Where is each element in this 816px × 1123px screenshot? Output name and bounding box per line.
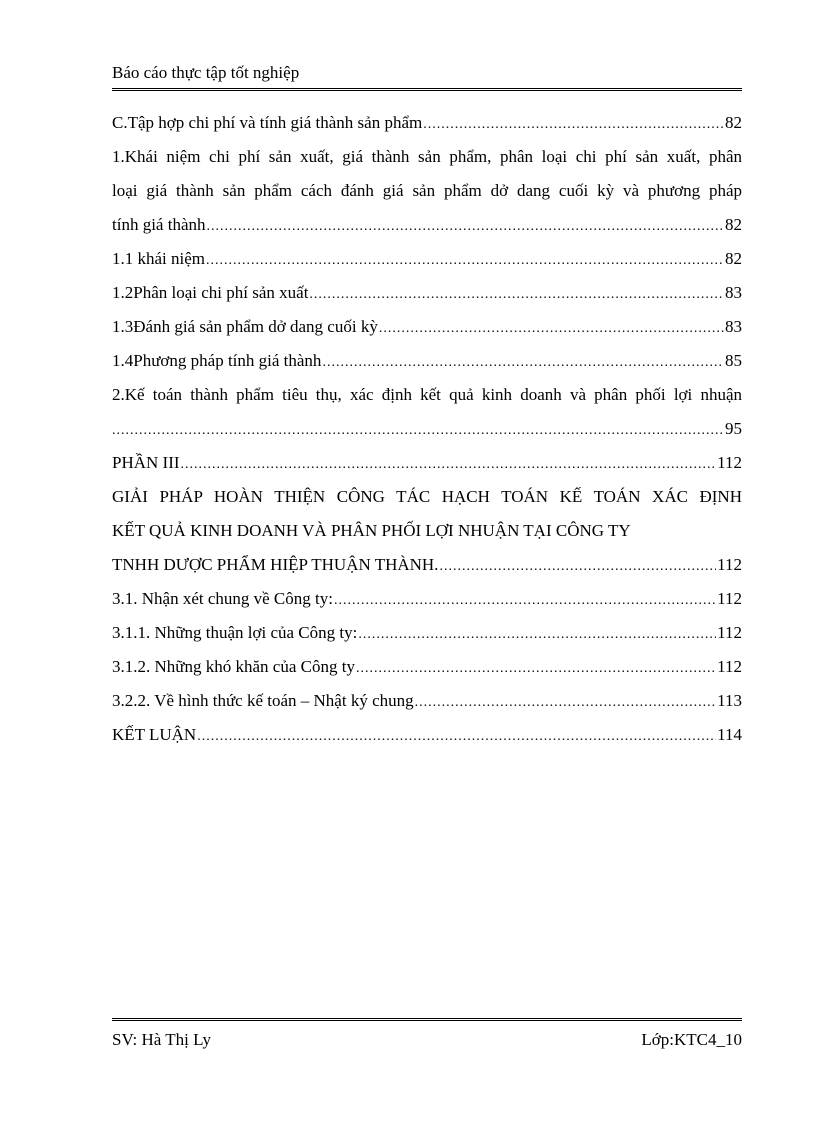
toc-leader-dots [181,448,717,482]
toc-page-number: 82 [725,215,742,234]
toc-entry-text: 3.1. Nhận xét chung về Công ty: [112,589,333,608]
toc-entry-1-1[interactable] [112,242,742,276]
toc-entry-solution-line1[interactable]: GIẢI PHÁP HOÀN THIỆN CÔNG TÁC HẠCH TOÁN KẾ TOÁN XÁC ĐỊNH [112,487,742,506]
toc-page-number: 82 [725,113,742,132]
toc-page-number: 112 [717,623,742,642]
toc-leader-dots [358,618,716,652]
page-footer [112,1018,742,1055]
toc-leader-dots [439,550,716,584]
toc-entry-text: 3.1.1. Những thuận lợi của Công ty: [112,623,358,642]
toc-entry-solution-line3[interactable] [112,548,742,582]
toc-entry-1-2[interactable] [112,276,742,310]
class-code: Lớp:KTC4_10 [641,1030,742,1049]
toc-entry-conclusion[interactable] [112,718,742,752]
toc-page-number: 112 [717,657,742,676]
toc-entry-part3[interactable] [112,446,742,480]
toc-leader-dots [379,312,724,346]
toc-entry-1-line1[interactable]: 1.Khái niệm chi phí sản xuất, giá thành sản phẩm, phân loại chi phí sản xuất, phân [112,147,742,166]
toc-entry-text: 1.4Phương pháp tính giá thành [112,351,322,370]
toc-page-number: 114 [717,725,742,744]
toc-entry-2-line2[interactable] [112,412,742,446]
toc-leader-dots [206,210,724,244]
toc-leader-dots [322,346,724,380]
toc-entry-1-line3[interactable] [112,208,742,242]
toc-page-number: 112 [717,555,742,574]
toc-entry-3-2-2[interactable] [112,684,742,718]
report-title: Báo cáo thực tập tốt nghiệp [112,63,300,82]
toc-entry-text: tính giá thành [112,215,206,234]
toc-page-number: 83 [725,317,742,336]
toc-leader-dots [334,584,716,618]
toc-page-number: 85 [725,351,742,370]
toc-leader-dots [309,278,724,312]
toc-entry-text: KẾT LUẬN [112,725,197,744]
toc-page-number: 113 [717,691,742,710]
toc-entry-text: TNHH DƯỢC PHẨM HIỆP THUẬN THÀNH. [112,555,439,574]
toc-page-number: 95 [725,419,742,438]
toc-leader-dots [423,108,724,142]
toc-entry-1-line2[interactable]: loại giá thành sản phẩm cách đánh giá sản phẩm dở dang cuối kỳ và phương pháp [112,181,742,200]
toc-entry-text: 1.1 khái niệm [112,249,206,268]
toc-entry-3-1-2[interactable] [112,650,742,684]
toc-leader-dots [356,652,716,686]
toc-entry-1-4[interactable] [112,344,742,378]
toc-leader-dots [206,244,724,278]
toc-entry-solution-line2[interactable]: KẾT QUẢ KINH DOANH VÀ PHÂN PHỐI LỢI NHUẬN TẠI CÔNG TY [112,521,631,540]
toc-entry-3-1-1[interactable] [112,616,742,650]
toc-leader-dots [112,414,724,448]
table-of-contents [112,106,742,752]
toc-entry-text: C.Tập hợp chi phí và tính giá thành sản phẩm [112,113,423,132]
toc-page-number: 83 [725,283,742,302]
toc-entry-3-1[interactable] [112,582,742,616]
toc-leader-dots [415,686,716,720]
toc-entry-text: 1.2Phân loại chi phí sản xuất [112,283,309,302]
toc-page-number: 82 [725,249,742,268]
toc-entry-c[interactable] [112,106,742,140]
toc-entry-text: 3.1.2. Những khó khăn của Công ty [112,657,355,676]
page-header [112,60,742,91]
toc-entry-text: 3.2.2. Về hình thức kế toán – Nhật ký chung [112,691,414,710]
student-name: SV: Hà Thị Ly [112,1030,212,1049]
toc-page-number: 112 [717,589,742,608]
toc-entry-1-3[interactable] [112,310,742,344]
toc-entry-2-line1[interactable]: 2.Kế toán thành phẩm tiêu thụ, xác định kết quả kinh doanh và phân phối lợi nhuận [112,385,742,404]
toc-entry-text: 1.3Đánh giá sản phẩm dở dang cuối kỳ [112,317,378,336]
toc-leader-dots [197,720,716,754]
toc-entry-text: PHẦN III [112,453,180,472]
toc-page-number: 112 [717,453,742,472]
